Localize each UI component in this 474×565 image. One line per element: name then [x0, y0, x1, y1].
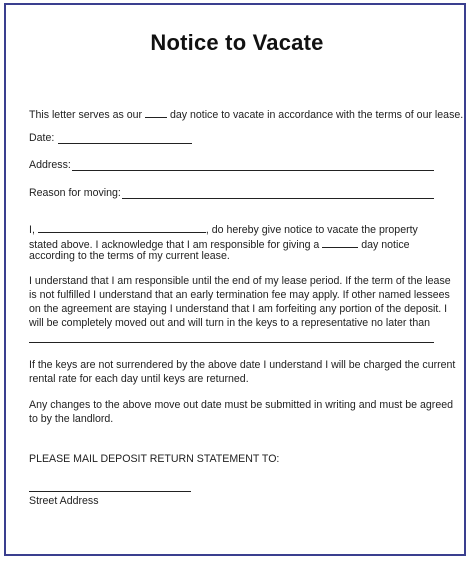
- para1-line1: [29, 221, 418, 237]
- notice-period-blank[interactable]: [322, 236, 358, 248]
- street-address-field[interactable]: [29, 491, 191, 492]
- page-title: Notice to Vacate: [150, 30, 324, 55]
- para4-line1: Any changes to the above move out date must be submitted in writing and must be agreed: [29, 399, 454, 411]
- date-label: Date:: [29, 132, 55, 144]
- street-address-label: Street Address: [29, 495, 99, 507]
- notice-days-blank[interactable]: [145, 106, 167, 118]
- para4-line2: to by the landlord.: [29, 413, 114, 425]
- mail-deposit-heading: PLEASE MAIL DEPOSIT RETURN STATEMENT TO:: [29, 453, 280, 465]
- intro-line: [29, 106, 463, 122]
- para1-notice-text: , do hereby give notice to vacate the property: [205, 224, 418, 236]
- para1-day-notice-text: day notice: [361, 239, 410, 251]
- para2-line2: is not fulfilled I understand that an early termination fee may apply. If other named lessees: [29, 289, 450, 301]
- para3-line1: If the keys are not surrendered by the above date I understand I will be charged the current: [29, 359, 456, 371]
- tenant-name-blank[interactable]: [38, 221, 206, 233]
- move-out-date-field[interactable]: [29, 342, 434, 343]
- reason-field[interactable]: [122, 198, 434, 199]
- para3-line2: rental rate for each day until keys are returned.: [29, 373, 249, 385]
- para2-line3: on the agreement are staying I understand that I am forfeiting any portion of the deposit. I: [29, 303, 448, 315]
- reason-label: Reason for moving:: [29, 187, 121, 199]
- intro-text-end: day notice to vacate in accordance with the terms of our lease.: [169, 109, 464, 121]
- para2-line4: will be completely moved out and will turn in the keys to a representative no later than: [29, 317, 431, 329]
- para2-line1: I understand that I am responsible until the end of my lease period. If the term of the lease: [29, 275, 451, 287]
- date-field[interactable]: [58, 143, 192, 144]
- para1-acknowledge-text: stated above. I acknowledge that I am responsible for giving a: [29, 239, 320, 251]
- intro-text-start: This letter serves as our: [29, 109, 143, 121]
- address-label: Address:: [29, 159, 71, 171]
- para1-i-text: I,: [29, 224, 35, 236]
- para1-line3: according to the terms of my current lease.: [29, 250, 230, 262]
- address-field[interactable]: [72, 170, 434, 171]
